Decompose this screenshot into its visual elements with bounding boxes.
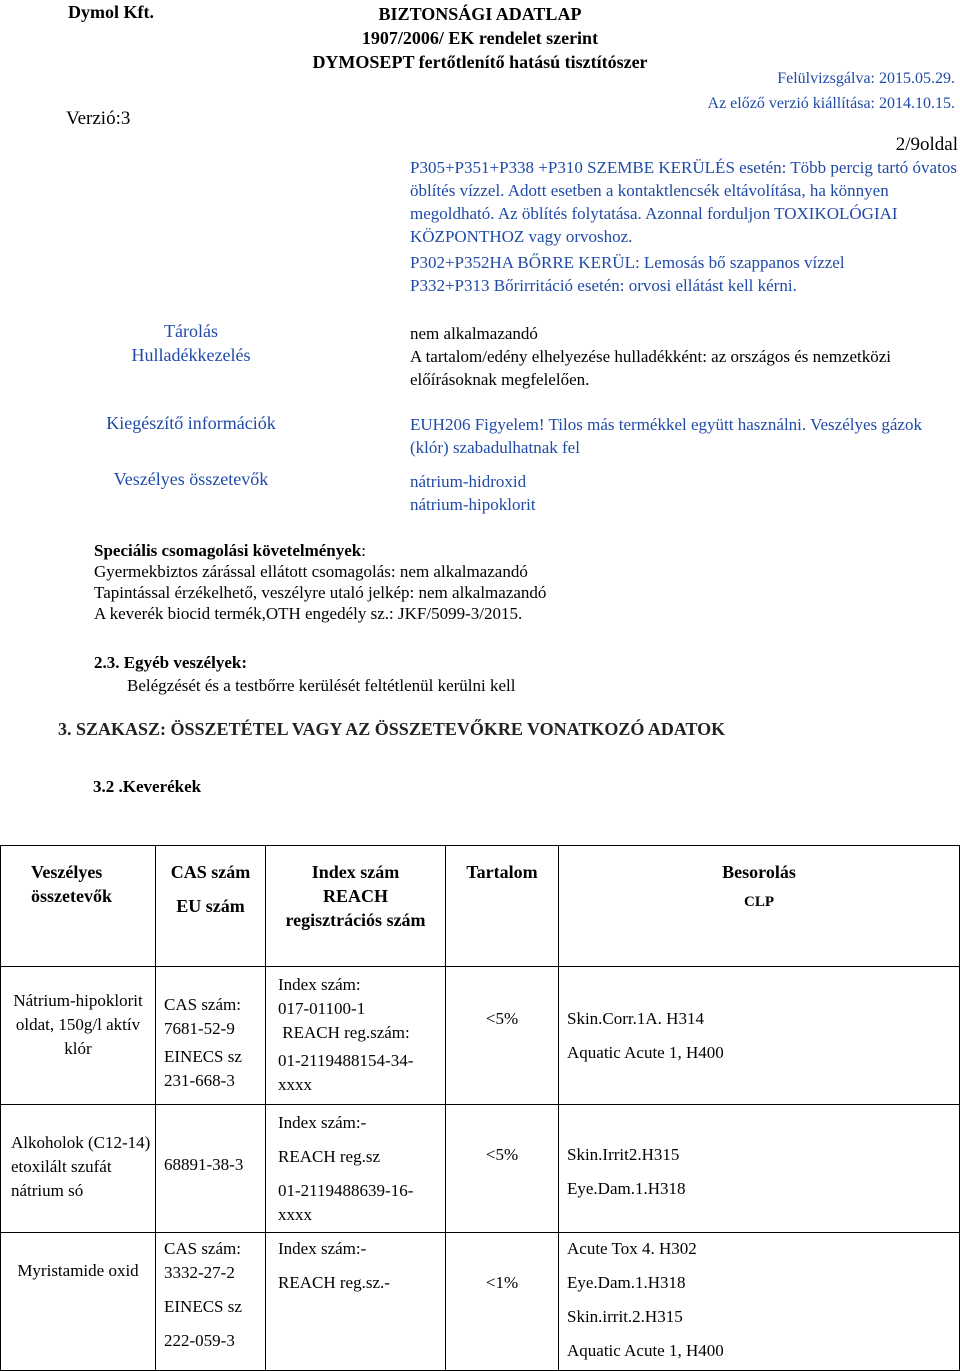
- header-index-label: Index szám: [311, 862, 400, 882]
- section-3-title: 3. SZAKASZ: ÖSSZETÉTEL VAGY AZ ÖSSZETEVŐKRE VONATKOZÓ ADATOK: [58, 719, 726, 739]
- packaging-title-row: [94, 540, 914, 561]
- row2-reach-value: 01-2119488639-16-: [278, 1181, 414, 1200]
- table-row: [1, 1105, 960, 1233]
- row3-class-cell: [559, 1233, 960, 1371]
- page-number: 2/9oldal: [895, 134, 958, 155]
- other-hazards-text: Belégzését és a testbőrre kerülését feltétlenül kerülni kell: [127, 676, 516, 695]
- section-3-subtitle: 3.2 .Keverékek: [93, 777, 202, 796]
- value-storage: nem alkalmazandó: [410, 324, 538, 343]
- packaging-colon: :: [361, 541, 366, 560]
- header-cas: [156, 846, 266, 967]
- row3-content: <1%: [485, 1273, 519, 1292]
- header-classification: [559, 846, 960, 967]
- row2-name: Alkoholok (C12-14) etoxilált szufát nátrium só: [11, 1133, 151, 1200]
- row3-class-4: Aquatic Acute 1, H400: [567, 1341, 724, 1360]
- row3-class-2: Eye.Dam.1.H318: [567, 1273, 686, 1292]
- value-hazardous-2: nátrium-hipoklorit: [410, 495, 536, 514]
- label-waste: Hulladékkezelés: [131, 345, 251, 365]
- row1-content-cell: [446, 967, 559, 1105]
- row2-cas-cell: [156, 1105, 266, 1233]
- row1-cas-cell: [156, 967, 266, 1105]
- row1-einecs-value: 231-668-3: [164, 1071, 235, 1090]
- row3-content-cell: [446, 1233, 559, 1371]
- table-row: [1, 1233, 960, 1371]
- header-content-label: Tartalom: [466, 862, 538, 882]
- packaging-block: [94, 540, 914, 624]
- row1-index-cell: [266, 967, 446, 1105]
- header-cas-label: CAS szám: [170, 862, 251, 882]
- row3-cas-label: CAS szám:: [164, 1239, 241, 1258]
- row3-index-label: Index szám:-: [278, 1239, 367, 1258]
- title-line-2: 1907/2006/ EK rendelet szerint: [361, 28, 599, 48]
- row3-name: Myristamide oxid: [17, 1261, 139, 1280]
- row1-index-value: 017-01100-1: [278, 999, 366, 1018]
- precaution-eye: P305+P351+P338 +P310 SZEMBE KERÜLÉS esetén: Több percig tartó óvatos öblítés vízzel. Adott esetben a kontaktlencsék eltávolítása, ha könnyen megoldható. Az öblítés folytatása. Azonnal forduljon TOXIKOLÓGIAI KÖZPONTHOZ vagy orvoshoz.: [410, 158, 957, 246]
- row2-index-label: Index szám:-: [278, 1113, 367, 1132]
- row2-reach-label: REACH reg.sz: [278, 1147, 380, 1166]
- row2-class-2: Eye.Dam.1.H318: [567, 1179, 686, 1198]
- row2-index-cell: [266, 1105, 446, 1233]
- precaution-irritation: P332+P313 Bőrirritáció esetén: orvosi ellátást kell kérni.: [410, 276, 797, 295]
- row3-index-cell: [266, 1233, 446, 1371]
- revision-info: [700, 66, 955, 116]
- row3-cas-value: 3332-27-2: [164, 1263, 235, 1282]
- label-hazardous: Veszélyes összetevők: [113, 469, 269, 489]
- packaging-line-1: Gyermekbiztos zárással ellátott csomagolás: nem alkalmazandó: [94, 562, 528, 581]
- row2-class-cell: [559, 1105, 960, 1233]
- row3-einecs-value: 222-059-3: [164, 1331, 235, 1350]
- title-line-3: DYMOSEPT fertőtlenítő hatású tisztítószer: [312, 52, 648, 72]
- row1-reach-value: 01-2119488154-34-: [278, 1051, 414, 1070]
- version-label: Verzió:3: [66, 108, 131, 129]
- row2-class-1: Skin.Irrit2.H315: [567, 1145, 680, 1164]
- row1-cas-label: CAS szám:: [164, 995, 241, 1014]
- row1-content: <5%: [485, 1009, 519, 1028]
- row1-einecs-label: EINECS sz: [164, 1047, 242, 1066]
- revision-date: Felülvizsgálva: 2015.05.29.: [777, 70, 955, 87]
- row1-reach-label: REACH reg.szám:: [278, 1023, 410, 1042]
- precaution-skin: P302+P352HA BŐRRE KERÜL: Lemosás bő szappanos vízzel: [410, 253, 845, 272]
- row2-name-cell: [1, 1105, 156, 1233]
- document-title: [300, 2, 660, 74]
- header-components: [1, 846, 156, 967]
- row2-cas-value: 68891-38-3: [164, 1155, 244, 1174]
- row3-name-cell: [1, 1233, 156, 1371]
- value-waste: A tartalom/edény elhelyezése hulladékként: az országos és nemzetközi előírásoknak megfelelően.: [410, 347, 891, 389]
- header-content: [446, 846, 559, 967]
- header-registration-label: regisztrációs szám: [285, 910, 426, 930]
- components-table: [0, 845, 960, 1371]
- header-reach-label: REACH: [322, 886, 388, 906]
- table-row: [1, 967, 960, 1105]
- row1-cas-value: 7681-52-9: [164, 1019, 235, 1038]
- row2-content-cell: [446, 1105, 559, 1233]
- packaging-line-2: Tapintással érzékelhető, veszélyre utaló jelkép: nem alkalmazandó: [94, 583, 547, 602]
- value-additional: EUH206 Figyelem! Tilos más termékkel együtt használni. Veszélyes gázok (klór) szabadulhatnak fel: [410, 415, 922, 457]
- row1-class-1: Skin.Corr.1A. H314: [567, 1009, 704, 1028]
- other-hazards-title: 2.3. Egyéb veszélyek:: [94, 653, 247, 672]
- title-line-1: BIZTONSÁGI ADATLAP: [378, 4, 582, 24]
- header-components-label: Veszélyes összetevők: [31, 862, 112, 906]
- row1-class-cell: [559, 967, 960, 1105]
- company-name: Dymol Kft.: [68, 2, 154, 22]
- header-eu-label: EU szám: [176, 896, 245, 916]
- row3-class-1: Acute Tox 4. H302: [567, 1239, 697, 1258]
- row3-cas-cell: [156, 1233, 266, 1371]
- row2-reach-suffix: xxxx: [278, 1205, 312, 1224]
- row1-reach-suffix: xxxx: [278, 1075, 312, 1094]
- row2-content: <5%: [485, 1145, 519, 1164]
- header-clp-label: CLP: [744, 894, 774, 910]
- header-classification-label: Besorolás: [722, 862, 796, 882]
- row1-class-2: Aquatic Acute 1, H400: [567, 1043, 724, 1062]
- row3-class-3: Skin.irrit.2.H315: [567, 1307, 683, 1326]
- label-storage: Tárolás: [164, 321, 218, 341]
- row1-name-cell: [1, 967, 156, 1105]
- row1-name: Nátrium-hipoklorit oldat, 150g/l aktív klór: [13, 991, 143, 1058]
- row3-reach-label: REACH reg.sz.-: [278, 1273, 390, 1292]
- packaging-title: Speciális csomagolási követelmények: [94, 541, 362, 560]
- row1-index-label: Index szám:: [278, 975, 361, 994]
- packaging-line-3: A keverék biocid termék,OTH engedély sz.: JKF/5099-3/2015.: [94, 604, 523, 623]
- table-header-row: [1, 846, 960, 967]
- row3-einecs-label: EINECS sz: [164, 1297, 242, 1316]
- value-hazardous-1: nátrium-hidroxid: [410, 472, 527, 491]
- previous-version-date: Az előző verzió kiállítása: 2014.10.15.: [707, 95, 955, 112]
- header-index: [266, 846, 446, 967]
- label-additional: Kiegészítő információk: [106, 413, 276, 433]
